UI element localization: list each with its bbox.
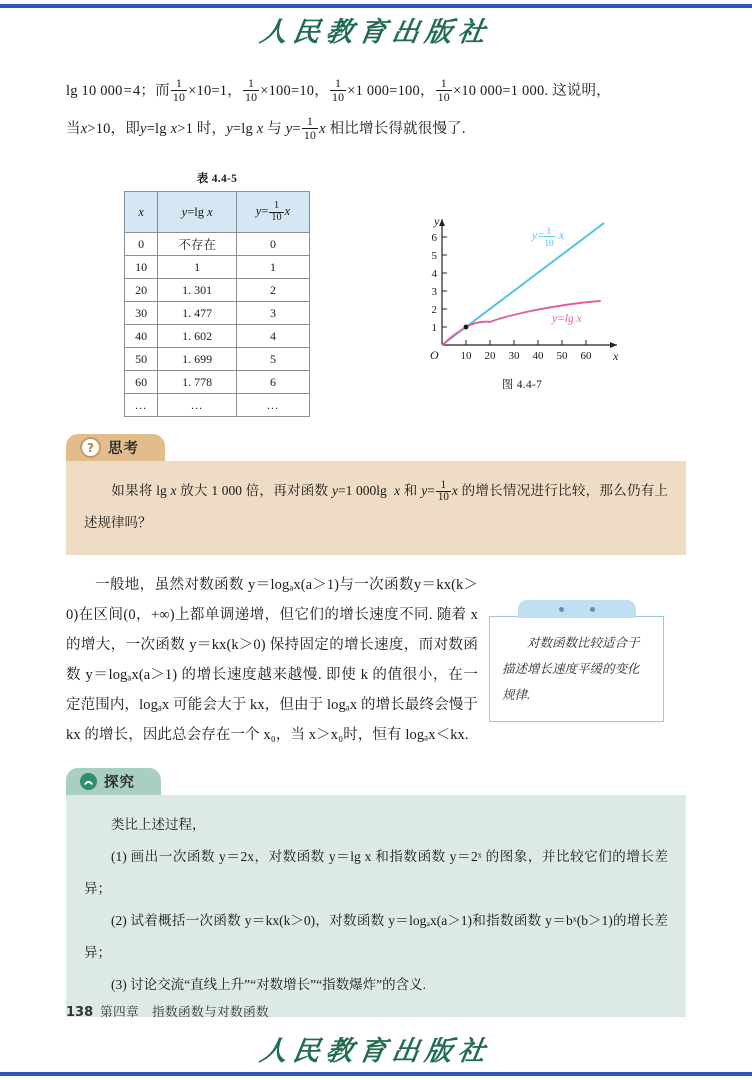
cell-x: 30	[125, 302, 158, 325]
th-linear: y= $\frac{1}{10}$ x	[237, 192, 310, 233]
l2-g: >1 时，	[177, 121, 227, 137]
think-text	[84, 475, 668, 539]
th-x: x	[125, 192, 158, 233]
question-mark-icon: ?	[80, 437, 101, 458]
think-e: =1 000lg	[338, 483, 391, 498]
table-header-row	[125, 192, 310, 233]
th-log: y=lg x	[158, 192, 237, 233]
l2-m: =	[292, 121, 301, 137]
page-footer	[66, 1002, 269, 1020]
table-row	[125, 371, 310, 394]
sidenote-text: 对数函数比较适合于描述增长速度平缓的变化规律.	[502, 636, 640, 702]
table-caption: 表 4.4-5	[196, 173, 238, 185]
x-tick-40: 40	[532, 350, 544, 362]
table-row	[125, 279, 310, 302]
think-x1: x	[170, 483, 177, 498]
values-table	[124, 191, 310, 417]
y-tick-marks	[442, 237, 447, 327]
think-g: 和	[400, 483, 422, 498]
think-panel	[66, 461, 686, 555]
cell-log: 1	[158, 256, 237, 279]
opening-text-block	[66, 72, 686, 148]
explore-item-3: (3) 讨论交流“直线上升”“对数增长”“指数爆炸”的含义.	[111, 977, 426, 992]
lg-10000-prefix: lg 10 000	[66, 83, 123, 99]
x-tick-50: 50	[556, 350, 568, 362]
mul-d: ×10 000	[452, 83, 503, 99]
y-tick-4: 4	[431, 268, 437, 280]
svg-text:y=: y=	[532, 230, 545, 242]
think-y1: y	[332, 483, 338, 498]
res-c: =100，	[389, 83, 435, 99]
arch-glyph	[82, 775, 95, 788]
intersection-point	[464, 325, 469, 330]
explore-item-2: (2) 试着概括一次函数 y＝kx(k＞0)，对数函数 y＝logₐx(a＞1)和指数函数 y＝bˣ(b＞1)的增长差异；	[84, 913, 668, 960]
y-tick-5: 5	[431, 250, 437, 262]
y-tick-1: 1	[431, 322, 437, 334]
l2-i: =lg	[232, 121, 253, 137]
table-row	[125, 394, 310, 417]
chapter-title: 第四章 指数函数与对数函数	[100, 1005, 270, 1019]
l2-a: 当	[66, 121, 81, 137]
think-tab-label: 思考	[108, 441, 139, 457]
think-c: 放大 1 000 倍，再对函数	[176, 483, 332, 498]
cell-log: …	[158, 394, 237, 417]
l2-o: 相比增长得就很慢了.	[325, 121, 466, 137]
table-row	[125, 302, 310, 325]
think-tab	[66, 434, 165, 461]
res-a: =1，	[211, 83, 242, 99]
table-4-4-5-block	[124, 170, 310, 417]
res-d: =1 000.	[502, 83, 549, 99]
explore-tab	[66, 768, 161, 795]
paragraph-line-1	[66, 72, 686, 110]
explore-lead: 类比上述过程，	[111, 817, 206, 832]
table-row	[125, 256, 310, 279]
cell-log: 1. 477	[158, 302, 237, 325]
prose-paragraph: 一般地，虽然对数函数 y＝logₐx(a＞1)与一次函数y＝kx(k＞0)在区间(0，+∞)上都单调递增，但它们的增长速度不同. 随着 x 的增大，一次函数 y＝kx(k＞0) 保持固定的增长速度，而对数函数 y＝logₐx(a＞1) 的增长速度越来越慢. 即使 k 的值很小，在一定范围内，logₐx 可能会大于 kx，但由于 logₐx 的增长最终会慢于 kx 的增长，因此总会存在一个 x₀，当 x＞x₀时，恒有 logₐx＜kx.	[66, 577, 478, 743]
l2-y1: y	[140, 121, 147, 137]
explore-panel	[66, 795, 686, 1017]
x-axis-arrow	[610, 342, 617, 348]
res-b: =10，	[290, 83, 329, 99]
x-tick-10: 10	[460, 350, 472, 362]
figure-caption: 图 4.4-7	[501, 379, 543, 391]
y-tick-2: 2	[431, 304, 437, 316]
y-tick-6: 6	[431, 232, 437, 244]
x-tick-30: 30	[508, 350, 520, 362]
y-tick-3: 3	[431, 286, 437, 298]
svg-text:x: x	[559, 230, 565, 242]
clip-dot-right	[590, 607, 595, 612]
clip-dot-left	[559, 607, 564, 612]
y-axis-arrow	[439, 219, 445, 226]
cell-linear: 0	[237, 233, 310, 256]
fraction-one-tenth-think: $\frac{1}{10}$	[437, 478, 449, 504]
x-axis-label: x	[613, 349, 619, 363]
table-row	[125, 325, 310, 348]
l2-k: 与	[263, 121, 286, 137]
think-x2: x	[394, 483, 401, 498]
explore-item-1: (1) 画出一次函数 y＝2x，对数函数 y＝lg x 和指数函数 y＝2ˣ 的图象，并比较它们的增长差异；	[84, 849, 668, 896]
cell-log: 1. 778	[158, 371, 237, 394]
log-curve-annotation: y=lg x	[552, 313, 582, 325]
lg-10000-value: 4；而	[132, 83, 170, 99]
l2-y3: y	[285, 121, 293, 137]
cell-x: 50	[125, 348, 158, 371]
figure-4-4-7-block	[412, 205, 632, 392]
l2-c: >10，即	[87, 121, 141, 137]
l2-y2: y	[226, 121, 233, 137]
cell-x: 20	[125, 279, 158, 302]
fraction-one-tenth-d: $\frac{1}{10}$	[437, 76, 450, 104]
main-prose-block	[66, 570, 478, 750]
x-tick-20: 20	[484, 350, 496, 362]
cell-linear: 1	[237, 256, 310, 279]
cell-log: 1. 602	[158, 325, 237, 348]
explore-callout	[66, 768, 686, 1017]
cell-linear: 5	[237, 348, 310, 371]
svg-text:10: 10	[544, 239, 554, 249]
cell-log: 1. 699	[158, 348, 237, 371]
cell-x: 60	[125, 371, 158, 394]
fraction-one-tenth-e: $\frac{1}{10}$	[303, 114, 317, 142]
table-row	[125, 348, 310, 371]
sidenote-box	[489, 616, 664, 722]
think-k: 的增长情况进行比较，那么仍有上述规律吗？	[84, 483, 669, 530]
sidenote-block	[489, 600, 664, 722]
publisher-wordmark-bottom: 人民教育出版社	[257, 1036, 494, 1066]
l2-x4: x	[319, 121, 326, 137]
cell-linear: …	[237, 394, 310, 417]
arch-explore-icon	[80, 773, 97, 790]
cell-log: 1. 301	[158, 279, 237, 302]
svg-text:1: 1	[546, 227, 552, 237]
paragraph-line-2	[66, 110, 686, 148]
x-tick-marks	[466, 340, 586, 345]
bottom-blue-rule	[0, 1072, 752, 1076]
growth-comparison-chart	[412, 205, 632, 365]
line1-tail: 这说明，	[552, 83, 611, 99]
x-tick-60: 60	[580, 350, 592, 362]
mul-a: ×10	[188, 83, 212, 99]
linear-curve-annotation	[531, 227, 565, 249]
fraction-one-tenth-a: $\frac{1}{10}$	[172, 76, 186, 104]
cell-log: 不存在	[158, 233, 237, 256]
cell-linear: 6	[237, 371, 310, 394]
cell-linear: 3	[237, 302, 310, 325]
fraction-one-tenth-c: $\frac{1}{10}$	[331, 76, 345, 104]
l2-x2: x	[170, 121, 178, 137]
cell-x: …	[125, 394, 158, 417]
cell-x: 40	[125, 325, 158, 348]
think-x3: x	[451, 483, 458, 498]
cell-linear: 2	[237, 279, 310, 302]
y-tick-labels	[432, 232, 438, 334]
cell-x: 10	[125, 256, 158, 279]
think-y2: y	[421, 483, 428, 498]
sidenote-clip-tab	[518, 600, 636, 618]
top-blue-rule	[0, 4, 752, 8]
l2-x1: x	[80, 121, 88, 137]
x-tick-labels	[461, 350, 593, 362]
origin-label: O	[430, 348, 439, 362]
page-number: 138	[66, 1005, 94, 1020]
think-i: =	[427, 483, 435, 498]
explore-tab-label: 探究	[104, 775, 135, 791]
eq-1: =	[123, 83, 132, 99]
cell-x: 0	[125, 233, 158, 256]
table-body	[125, 233, 310, 417]
publisher-wordmark-top: 人民教育出版社	[257, 17, 494, 47]
l2-x3: x	[256, 121, 264, 137]
y-axis-label: y	[434, 214, 440, 228]
mul-c: ×1 000	[347, 83, 390, 99]
cell-linear: 4	[237, 325, 310, 348]
mul-b: ×100	[260, 83, 291, 99]
table-row	[125, 233, 310, 256]
fraction-one-tenth-b: $\frac{1}{10}$	[244, 76, 258, 104]
think-callout	[66, 434, 686, 555]
think-a: 如果将 lg	[111, 483, 171, 498]
l2-e: =lg	[146, 121, 167, 137]
